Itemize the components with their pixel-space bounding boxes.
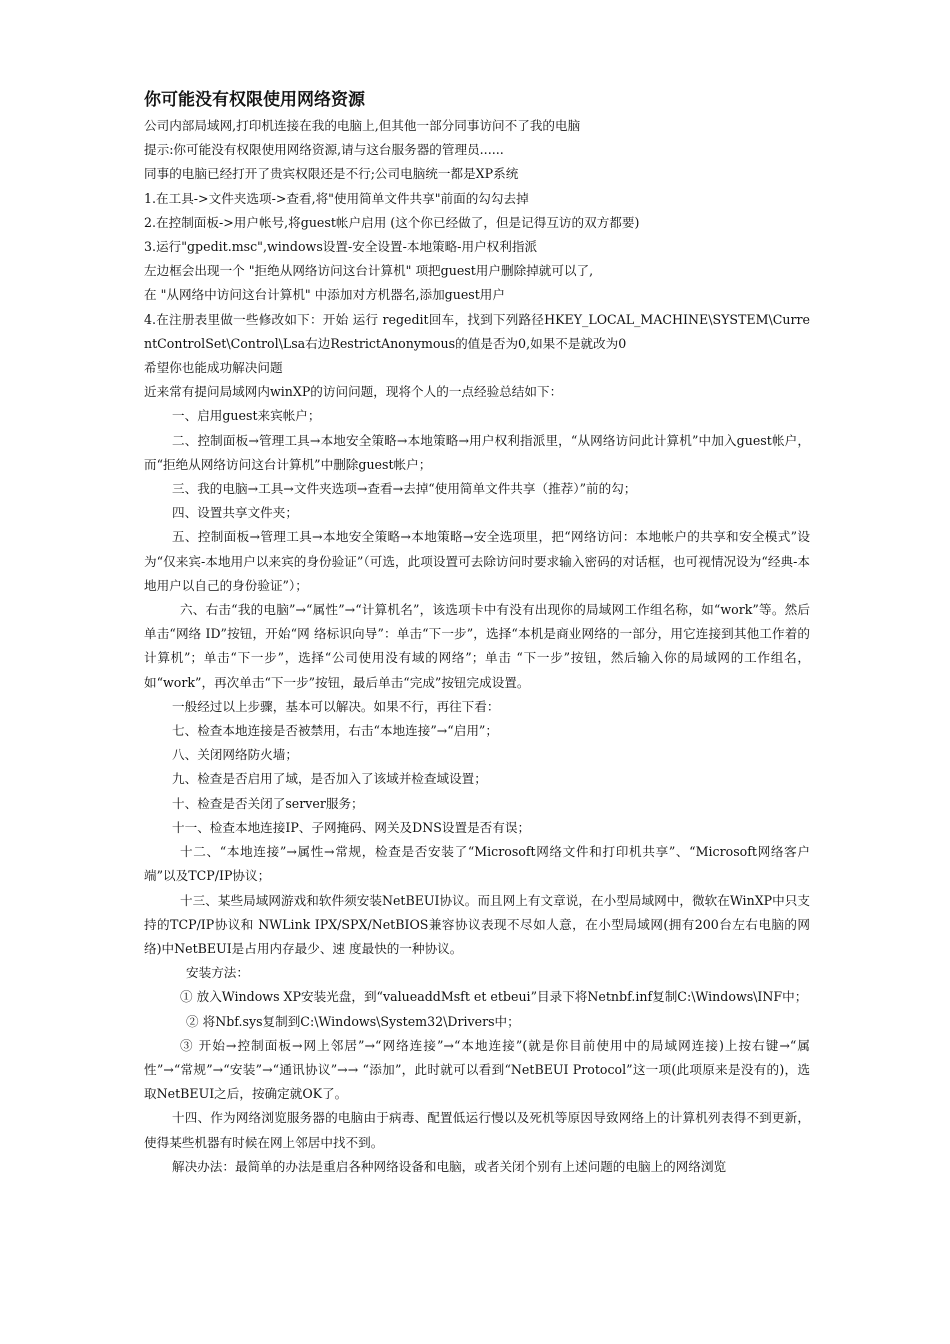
document-page [144, 86, 810, 1179]
list-item: 一、启用guest来宾帐户； [172, 408, 321, 424]
list-item: 八、关闭网络防火墙； [172, 747, 298, 763]
list-item: 十、检查是否关闭了server服务； [172, 795, 364, 811]
paragraph: 同事的电脑已经打开了贵宾权限还是不行;公司电脑统一都是XP系统 [144, 166, 519, 182]
list-item: ① 放入Windows XP安装光盘，到“valueaddMsft et etbeui”目录下将Netnbf.inf复制C:\Windows\INF中； [180, 989, 808, 1005]
paragraph: 解决办法：最简单的办法是重启各种网络设备和电脑，或者关闭个别有上述问题的电脑上的网络浏览 [172, 1158, 727, 1174]
list-item: 三、我的电脑→工具→文件夹选项→查看→去掉“使用简单文件共享（推荐）”前的勾； [172, 481, 637, 497]
paragraph: 希望你也能成功解决问题 [144, 360, 283, 376]
list-item: 十一、检查本地连接IP、子网掩码、网关及DNS设置是否有误； [172, 819, 531, 835]
paragraph: 3.运行"gpedit.msc",windows设置-安全设置-本地策略-用户权利指派 [144, 239, 538, 255]
list-item: 十三、某些局域网游戏和软件须安装NetBEUI协议。而且网上有文章说，在小型局域网中，微软在WinXP中只支持的TCP/IP协议和 NWLink IPX/SPX/NetBIOS兼容协议表现不尽如人意，在小型局域网(拥有200台左右电脑的网络)中NetBEUI是占用内存最少、速 度最快的一种协议。 [144, 892, 810, 956]
list-item: 六、右击“我的电脑”→“属性”→“计算机名”，该选项卡中有没有出现你的局域网工作组名称，如“work”等。然后单击“网络 ID”按钮，开始“网 络标识向导”：单击“下一步”，选择“本机是商业网络的一部分，用它连接到其他工作着的计算机”；单击“下一步”，选择“公司使用没有域的网络”；单击 “下一步”按钮，然后输入你的局域网的工作组名，如“work”，再次单击“下一步”按钮，最后单击“完成”按钮完成设置。 [144, 602, 810, 690]
list-item: 九、检查是否启用了域，是否加入了该域并检查域设置； [172, 771, 487, 787]
paragraph: 提示:你可能没有权限使用网络资源,请与这台服务器的管理员...... [144, 142, 504, 158]
paragraph: 2.在控制面板->用户帐号,将guest帐户启用 (这个你已经做了，但是记得互访的双方都要) [144, 214, 640, 230]
paragraph: 左边框会出现一个 "拒绝从网络访问这台计算机" 项把guest用户删除掉就可以了, [144, 263, 594, 279]
paragraph: 在 "从网络中访问这台计算机" 中添加对方机器名,添加guest用户 [144, 287, 505, 303]
list-item: 四、设置共享文件夹； [172, 505, 298, 521]
list-item: 十二、“本地连接”→属性→常规，检查是否安装了“Microsoft网络文件和打印机共享”、“Microsoft网络客户端”以及TCP/IP协议； [144, 844, 810, 884]
paragraph: 4.在注册表里做一些修改如下：开始 运行 regedit回车，找到下列路径HKEY_LOCAL_MACHINE\SYSTEM\CurrentControlSet\Control\Lsa右边RestrictAnonymous的值是否为0,如果不是就改为0 [144, 311, 810, 351]
list-item: 七、检查本地连接是否被禁用，右击“本地连接”→“启用”； [172, 723, 498, 739]
paragraph: 近来常有提问局域网内winXP的访问问题，现将个人的一点经验总结如下： [144, 384, 563, 400]
list-item: ③ 开始→控制面板→网上邻居”→“网络连接”→“本地连接”(就是你目前使用中的局域网连接)上按右键→“属性”→“常规”→“安装”→“通讯协议”→→ “添加”，此时就可以看到“NetBEUI Protocol”这一项(此项原来是没有的)，选取NetBEUI之后，按确定就OK了。 [144, 1037, 810, 1102]
list-item: 五、控制面板→管理工具→本地安全策略→本地策略→安全选项里，把“网络访问：本地帐户的共享和安全模式”设为“仅来宾-本地用户以来宾的身份验证”（可选，此项设置可去除访问时要求输入密码的对话框，也可视情况设为“经典-本地用户以自己的身份验证”）； [144, 529, 810, 593]
list-item: 十四、作为网络浏览服务器的电脑由于病毒、配置低运行慢以及死机等原因导致网络上的计算机列表得不到更新，使得某些机器有时候在网上邻居中找不到。 [144, 1110, 810, 1150]
paragraph: 1.在工具->文件夹选项->查看,将"使用简单文件共享"前面的勾勾去掉 [144, 190, 529, 206]
page-title: 你可能没有权限使用网络资源 [144, 90, 365, 110]
paragraph: 安装方法： [186, 965, 249, 981]
paragraph: 公司内部局域网,打印机连接在我的电脑上,但其他一部分同事访问不了我的电脑 [144, 118, 581, 133]
list-item: 二、控制面板→管理工具→本地安全策略→本地策略→用户权利指派里，“从网络访问此计算机”中加入guest帐户，而“拒绝从网络访问这台计算机”中删除guest帐户； [144, 432, 810, 472]
list-item: ② 将Nbf.sys复制到C:\Windows\System32\Drivers中； [186, 1013, 520, 1029]
paragraph: 一般经过以上步骤，基本可以解决。如果不行，再往下看： [172, 698, 500, 714]
